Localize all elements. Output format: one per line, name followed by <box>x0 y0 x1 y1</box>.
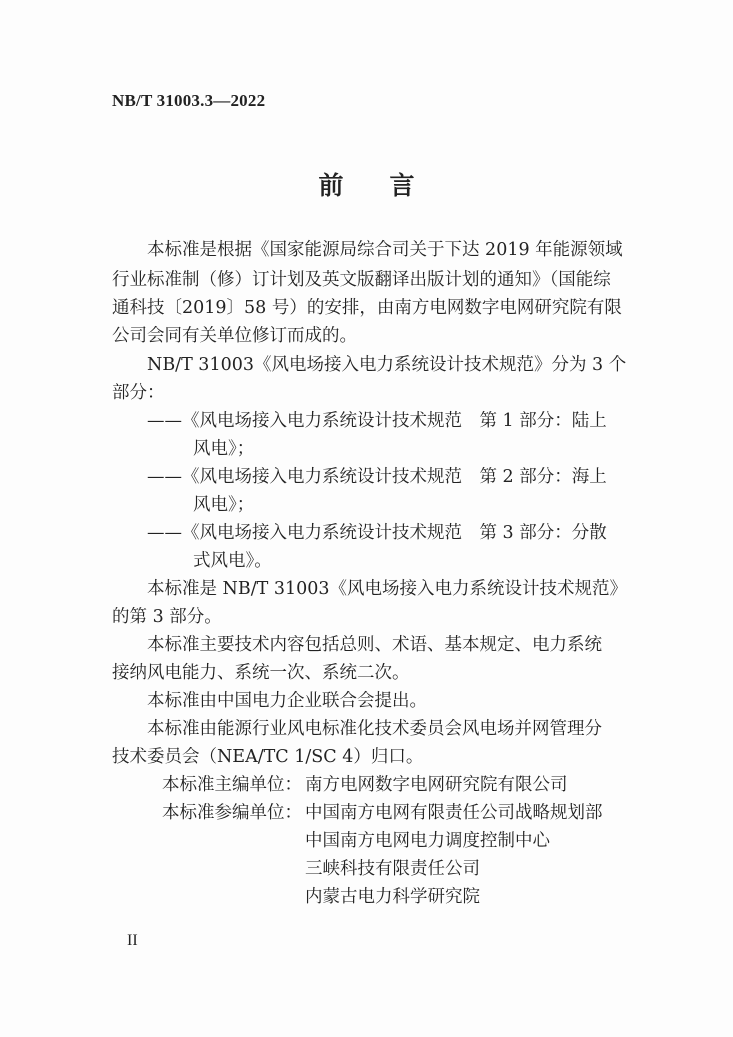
paragraph-6-line-1: 本标准由能源行业风电标准化技术委员会风电场并网管理分 <box>147 719 602 739</box>
paragraph-4-line-1: 本标准主要技术内容包括总则、术语、基本规定、电力系统 <box>147 635 602 655</box>
part-2-line-1: ——《风电场接入电力系统设计技术规范 第 2 部分：海上 <box>147 467 607 487</box>
paragraph-1-line-4: 公司会同有关单位修订而成的。 <box>112 326 357 346</box>
paragraph-4-line-2: 接纳风电能力、系统一次、系统二次。 <box>112 663 410 683</box>
standard-code: NB/T 31003.3—2022 <box>112 91 266 110</box>
part-2-line-2: 风电》； <box>193 495 255 515</box>
chief-unit-value: 南方电网数字电网研究院有限公司 <box>305 775 568 795</box>
part-3-line-2: 式风电》。 <box>193 551 272 571</box>
paragraph-2-line-1: NB/T 31003《风电场接入电力系统设计技术规范》分为 3 个 <box>147 355 627 375</box>
part-1-line-2: 风电》； <box>193 439 255 459</box>
page-title: 前言 <box>318 171 461 200</box>
part-3-line-1: ——《风电场接入电力系统设计技术规范 第 3 部分：分散 <box>147 523 607 543</box>
part-1-line-1: ——《风电场接入电力系统设计技术规范 第 1 部分：陆上 <box>147 411 607 431</box>
participating-unit-4: 内蒙古电力科学研究院 <box>305 887 480 907</box>
paragraph-3-line-1: 本标准是 NB/T 31003《风电场接入电力系统设计技术规范》 <box>147 579 628 599</box>
participating-unit-label: 本标准参编单位： <box>162 803 302 823</box>
paragraph-6-line-2: 技术委员会（NEA/TC 1/SC 4）归口。 <box>112 747 424 767</box>
page-number: II <box>127 932 138 949</box>
paragraph-3-line-2: 的第 3 部分。 <box>112 607 222 627</box>
participating-unit-2: 中国南方电网电力调度控制中心 <box>305 831 550 851</box>
participating-unit-3: 三峡科技有限责任公司 <box>305 859 480 879</box>
paragraph-1-line-3: 通科技〔2019〕58 号）的安排，由南方电网数字电网研究院有限 <box>112 298 622 318</box>
paragraph-2-line-2: 部分： <box>112 383 165 403</box>
paragraph-5-line-1: 本标准由中国电力企业联合会提出。 <box>147 691 427 711</box>
chief-unit-label: 本标准主编单位： <box>162 775 302 795</box>
participating-unit-1: 中国南方电网有限责任公司战略规划部 <box>305 803 603 823</box>
paragraph-1-line-1: 本标准是根据《国家能源局综合司关于下达 2019 年能源领域 <box>147 240 623 260</box>
paragraph-1-line-2: 行业标准制（修）订计划及英文版翻译出版计划的通知》（国能综 <box>112 270 611 290</box>
